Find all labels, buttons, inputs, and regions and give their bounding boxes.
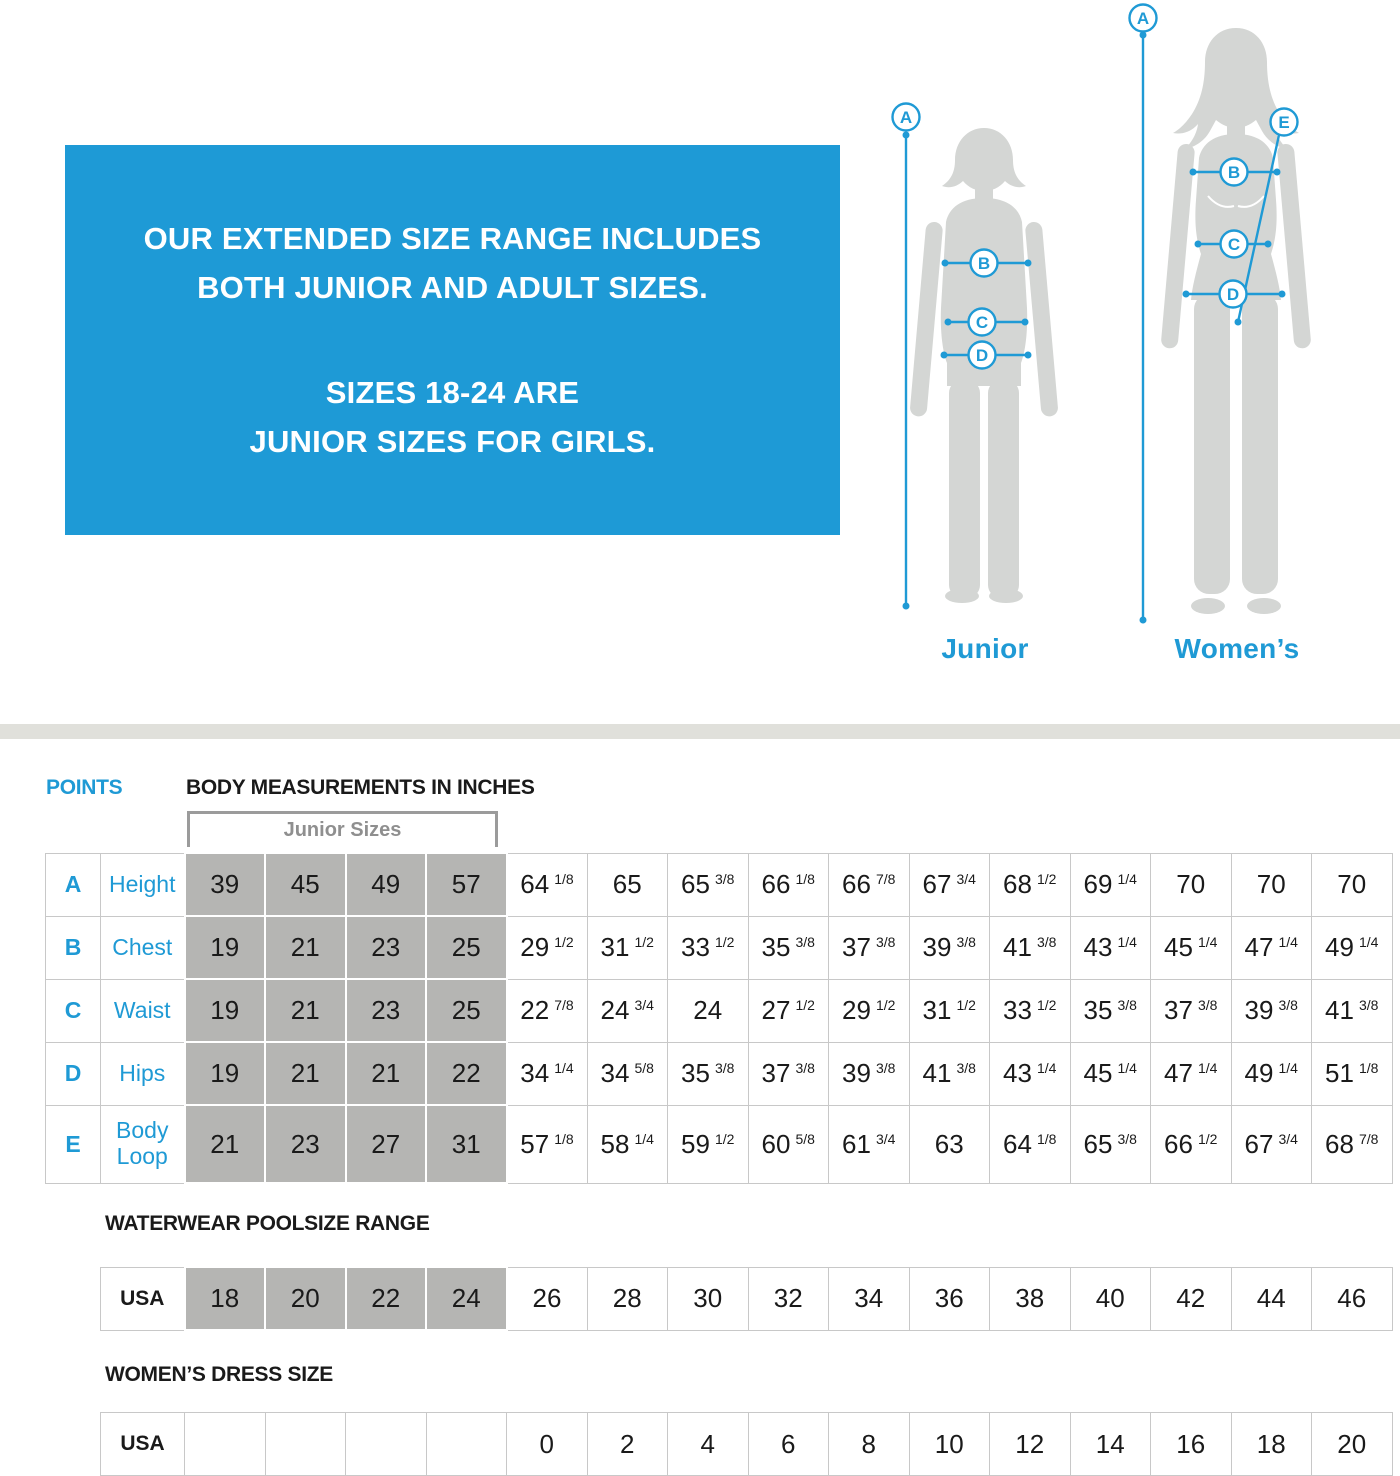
junior-size-cell: 31 <box>426 1105 507 1183</box>
adult-size-cell: 33 $^{1/2}$ <box>668 916 749 979</box>
adult-size-cell: 57 $^{1/8}$ <box>507 1105 588 1183</box>
empty-size-cell <box>426 1413 507 1476</box>
adult-size-cell: 34 $^{1/4}$ <box>507 1042 588 1105</box>
banner-line: OUR EXTENDED SIZE RANGE INCLUDES <box>143 221 762 256</box>
adult-size-cell: 64 $^{1/8}$ <box>507 853 588 916</box>
adult-size-cell: 60 $^{5/8}$ <box>748 1105 829 1183</box>
adult-size-cell: 4 <box>668 1413 749 1476</box>
adult-size-cell: 30 <box>668 1267 749 1330</box>
point-badge-d <box>969 342 996 369</box>
adult-size-cell: 44 <box>1231 1267 1312 1330</box>
adult-size-cell: 49 $^{1/4}$ <box>1231 1042 1312 1105</box>
womens-height-line <box>1140 32 1147 624</box>
point-cell: A <box>46 853 101 916</box>
point-badge-b <box>971 250 998 277</box>
measurement-row-a <box>46 853 1393 916</box>
body-measurements-table <box>45 852 1393 1184</box>
point-cell: C <box>46 979 101 1042</box>
junior-size-cell: 21 <box>185 1105 266 1183</box>
adult-size-cell: 37 $^{3/8}$ <box>829 916 910 979</box>
adult-size-cell: 10 <box>909 1413 990 1476</box>
adult-size-cell: 16 <box>1151 1413 1232 1476</box>
junior-size-cell: 21 <box>346 1042 427 1105</box>
adult-size-cell: 42 <box>1151 1267 1232 1330</box>
poolsize-table <box>100 1266 1393 1331</box>
adult-size-cell: 35 $^{3/8}$ <box>668 1042 749 1105</box>
junior-size-cell: 21 <box>265 979 346 1042</box>
section-divider <box>0 724 1400 739</box>
adult-size-cell: 35 $^{3/8}$ <box>748 916 829 979</box>
adult-size-cell: 66 $^{1/2}$ <box>1151 1105 1232 1183</box>
svg-text:D: D <box>975 346 989 365</box>
junior-size-cell: 39 <box>185 853 266 916</box>
poolsize-row <box>101 1267 1393 1330</box>
adult-size-cell: 70 <box>1151 853 1232 916</box>
junior-size-cell: 23 <box>346 916 427 979</box>
adult-size-cell: 68 $^{1/2}$ <box>990 853 1071 916</box>
usa-label-cell: USA <box>101 1413 185 1476</box>
svg-text:C: C <box>1227 235 1241 254</box>
svg-text:A: A <box>899 108 913 127</box>
junior-size-cell: 19 <box>185 1042 266 1105</box>
empty-size-cell <box>185 1413 266 1476</box>
point-cell: D <box>46 1042 101 1105</box>
adult-size-cell: 38 <box>990 1267 1071 1330</box>
womens-figure-diagram <box>1115 2 1365 642</box>
adult-size-cell: 8 <box>829 1413 910 1476</box>
adult-size-cell: 35 $^{3/8}$ <box>1070 979 1151 1042</box>
adult-size-cell: 39 $^{3/8}$ <box>1231 979 1312 1042</box>
svg-text:B: B <box>977 254 991 273</box>
adult-size-cell: 14 <box>1070 1413 1151 1476</box>
adult-size-cell: 41 $^{3/8}$ <box>1312 979 1393 1042</box>
measurement-row-d <box>46 1042 1393 1105</box>
poolsize-title: WATERWEAR POOLSIZE RANGE <box>105 1212 430 1235</box>
junior-size-cell: 19 <box>185 916 266 979</box>
banner-line: BOTH JUNIOR AND ADULT SIZES. <box>197 270 708 305</box>
adult-size-cell: 59 $^{1/2}$ <box>668 1105 749 1183</box>
adult-size-cell: 46 <box>1312 1267 1393 1330</box>
adult-size-cell: 40 <box>1070 1267 1151 1330</box>
adult-size-cell: 31 $^{1/2}$ <box>909 979 990 1042</box>
adult-size-cell: 39 $^{3/8}$ <box>829 1042 910 1105</box>
adult-size-cell: 28 <box>587 1267 668 1330</box>
svg-text:C: C <box>975 313 989 332</box>
junior-size-cell: 23 <box>346 979 427 1042</box>
junior-sizes-label: Junior Sizes <box>283 819 402 841</box>
junior-height-line <box>903 132 910 610</box>
adult-size-cell: 29 $^{1/2}$ <box>507 916 588 979</box>
adult-size-cell: 61 $^{3/4}$ <box>829 1105 910 1183</box>
junior-size-cell: 49 <box>346 853 427 916</box>
adult-size-cell: 45 $^{1/4}$ <box>1151 916 1232 979</box>
adult-size-cell: 45 $^{1/4}$ <box>1070 1042 1151 1105</box>
adult-size-cell: 2 <box>587 1413 668 1476</box>
junior-size-cell: 22 <box>346 1267 427 1330</box>
adult-size-cell: 36 <box>909 1267 990 1330</box>
dress-size-table <box>100 1412 1393 1476</box>
svg-text:A: A <box>1136 9 1150 28</box>
adult-size-cell: 37 $^{3/8}$ <box>748 1042 829 1105</box>
adult-size-cell: 20 <box>1312 1413 1393 1476</box>
adult-size-cell: 70 <box>1312 853 1393 916</box>
adult-size-cell: 49 $^{1/4}$ <box>1312 916 1393 979</box>
adult-size-cell: 41 $^{3/8}$ <box>909 1042 990 1105</box>
junior-size-cell: 27 <box>346 1105 427 1183</box>
adult-size-cell: 22 $^{7/8}$ <box>507 979 588 1042</box>
label-cell: Chest <box>101 916 185 979</box>
point-badge-c <box>969 309 996 336</box>
point-badge-c <box>1221 231 1248 258</box>
adult-size-cell: 51 $^{1/8}$ <box>1312 1042 1393 1105</box>
point-badge-a <box>893 104 920 131</box>
adult-size-cell: 24 <box>668 979 749 1042</box>
dress-title: WOMEN’S DRESS SIZE <box>105 1363 333 1386</box>
adult-size-cell: 43 $^{1/4}$ <box>1070 916 1151 979</box>
measurement-row-b <box>46 916 1393 979</box>
adult-size-cell: 69 $^{1/4}$ <box>1070 853 1151 916</box>
adult-size-cell: 32 <box>748 1267 829 1330</box>
junior-size-cell: 57 <box>426 853 507 916</box>
junior-size-cell: 21 <box>265 1042 346 1105</box>
adult-size-cell: 65 $^{3/8}$ <box>668 853 749 916</box>
junior-label: Junior <box>941 633 1029 664</box>
adult-size-cell: 39 $^{3/8}$ <box>909 916 990 979</box>
point-badge-a <box>1130 5 1157 32</box>
points-header: POINTS <box>46 776 123 799</box>
adult-size-cell: 43 $^{1/4}$ <box>990 1042 1071 1105</box>
point-badge-d <box>1220 281 1247 308</box>
label-cell: Hips <box>101 1042 185 1105</box>
adult-size-cell: 47 $^{1/4}$ <box>1151 1042 1232 1105</box>
junior-size-cell: 23 <box>265 1105 346 1183</box>
label-cell: Waist <box>101 979 185 1042</box>
adult-size-cell: 33 $^{1/2}$ <box>990 979 1071 1042</box>
banner-line: JUNIOR SIZES FOR GIRLS. <box>249 424 656 459</box>
point-badge-e <box>1271 109 1298 136</box>
junior-sizes-bracket <box>187 811 498 847</box>
junior-head <box>942 128 1026 191</box>
adult-size-cell: 27 $^{1/2}$ <box>748 979 829 1042</box>
svg-text:D: D <box>1226 285 1240 304</box>
measurement-row-e <box>46 1105 1393 1183</box>
adult-size-cell: 29 $^{1/2}$ <box>829 979 910 1042</box>
adult-size-cell: 66 $^{7/8}$ <box>829 853 910 916</box>
junior-size-cell: 21 <box>265 916 346 979</box>
point-cell: B <box>46 916 101 979</box>
adult-size-cell: 65 <box>587 853 668 916</box>
adult-size-cell: 67 $^{3/4}$ <box>1231 1105 1312 1183</box>
adult-size-cell: 41 $^{3/8}$ <box>990 916 1071 979</box>
junior-size-cell: 24 <box>426 1267 507 1330</box>
adult-size-cell: 37 $^{3/8}$ <box>1151 979 1232 1042</box>
adult-size-cell: 65 $^{3/8}$ <box>1070 1105 1151 1183</box>
adult-size-cell: 24 $^{3/4}$ <box>587 979 668 1042</box>
banner-line: SIZES 18-24 ARE <box>325 375 580 410</box>
adult-size-cell: 18 <box>1231 1413 1312 1476</box>
adult-size-cell: 47 $^{1/4}$ <box>1231 916 1312 979</box>
junior-size-cell: 19 <box>185 979 266 1042</box>
junior-size-cell: 25 <box>426 979 507 1042</box>
point-badge-b <box>1221 159 1248 186</box>
info-banner <box>65 145 840 535</box>
junior-size-cell: 18 <box>185 1267 266 1330</box>
adult-size-cell: 67 $^{3/4}$ <box>909 853 990 916</box>
adult-size-cell: 26 <box>507 1267 588 1330</box>
adult-size-cell: 64 $^{1/8}$ <box>990 1105 1071 1183</box>
adult-size-cell: 0 <box>507 1413 588 1476</box>
adult-size-cell: 31 $^{1/2}$ <box>587 916 668 979</box>
junior-size-cell: 45 <box>265 853 346 916</box>
junior-figure-diagram <box>870 80 1090 640</box>
adult-size-cell: 6 <box>748 1413 829 1476</box>
junior-size-cell: 20 <box>265 1267 346 1330</box>
body-table-title: BODY MEASUREMENTS IN INCHES <box>186 776 535 799</box>
label-cell: Height <box>101 853 185 916</box>
womens-label: Women’s <box>1174 633 1300 664</box>
adult-size-cell: 34 <box>829 1267 910 1330</box>
junior-size-cell: 25 <box>426 916 507 979</box>
junior-size-cell: 22 <box>426 1042 507 1105</box>
adult-size-cell: 63 <box>909 1105 990 1183</box>
adult-size-cell: 12 <box>990 1413 1071 1476</box>
adult-size-cell: 66 $^{1/8}$ <box>748 853 829 916</box>
label-cell: Body Loop <box>101 1105 185 1183</box>
empty-size-cell <box>265 1413 346 1476</box>
adult-size-cell: 58 $^{1/4}$ <box>587 1105 668 1183</box>
adult-size-cell: 70 <box>1231 853 1312 916</box>
usa-label-cell: USA <box>101 1267 185 1330</box>
svg-text:B: B <box>1227 163 1241 182</box>
dress-size-row <box>101 1413 1393 1476</box>
point-cell: E <box>46 1105 101 1183</box>
measurement-row-c <box>46 979 1393 1042</box>
empty-size-cell <box>346 1413 427 1476</box>
adult-size-cell: 34 $^{5/8}$ <box>587 1042 668 1105</box>
svg-text:E: E <box>1278 113 1290 132</box>
adult-size-cell: 68 $^{7/8}$ <box>1312 1105 1393 1183</box>
